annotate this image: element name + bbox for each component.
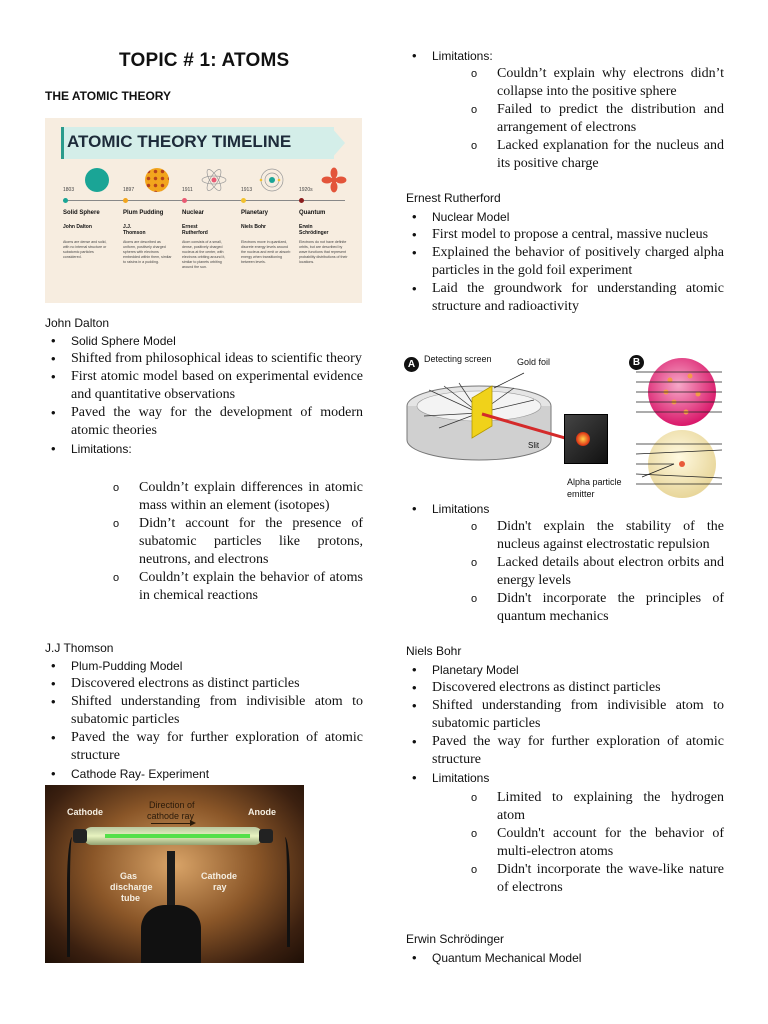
badge-b: B <box>629 355 644 370</box>
timeline-person: John Dalton <box>63 224 92 230</box>
timeline-desc: Electrons do not have definite orbits, but are described by wave functions that represent probability distributions of their locations. <box>299 240 348 264</box>
quantum-cloud-icon <box>321 167 347 193</box>
bohr-limitations <box>471 789 724 897</box>
cathode-ray-figure <box>45 785 304 963</box>
thomson-limitation: o Failed to predict the distribution and arrangement of electrons <box>471 101 724 137</box>
label-emitter-2: emitter <box>567 489 595 499</box>
rutherford-point: • First model to propose a central, massive nucleus <box>406 226 724 244</box>
rutherford-limitations <box>471 518 724 626</box>
screen-cylinder <box>404 368 564 488</box>
timeline-dot <box>182 198 187 203</box>
bohr-limitations-label: • Limitations <box>406 769 724 787</box>
bohr-point: • Paved the way for further exploration of atomic structure <box>406 733 724 769</box>
timeline-banner-arrow <box>331 127 345 159</box>
section-heading: THE ATOMIC THEORY <box>45 89 171 103</box>
label-screen: Detecting screen <box>424 354 492 364</box>
arrow-head <box>190 820 196 826</box>
timeline-desc: Electrons move in quantized, discrete energy levels around the nucleus and emit or absorb energy when transitioning between levels. <box>241 240 291 264</box>
tube-end-right <box>259 829 273 843</box>
plum-pudding-icon <box>145 168 169 192</box>
label-gas-2: discharge <box>110 882 153 892</box>
thomson-model: • Plum-Pudding Model <box>45 657 363 675</box>
rutherford-limitation: o Lacked details about electron orbits and energy levels <box>471 554 724 590</box>
timeline-dot <box>63 198 68 203</box>
label-direction-1: Direction of <box>149 800 195 810</box>
thomson-point: • Discovered electrons as distinct particles <box>45 675 363 693</box>
timeline-desc: Atoms are dense and solid, with no internal structure or subatomic particles considered. <box>63 240 107 259</box>
rutherford-point: • Laid the groundwork for understanding atomic structure and radioactivity <box>406 280 724 316</box>
rutherford-limitations-label: • Limitations <box>406 500 724 518</box>
dalton-limitations-label: • Limitations: <box>45 440 363 458</box>
timeline-year: 1920s <box>299 187 313 193</box>
thomson-point: • Shifted understanding from indivisible atom to subatomic particles <box>45 693 363 729</box>
planetary-atom-icon <box>259 167 285 193</box>
thomson-name: J.J Thomson <box>45 641 114 655</box>
timeline-model-name: Solid Sphere <box>63 210 100 216</box>
bohr-point: • Shifted understanding from indivisible atom to subatomic particles <box>406 697 724 733</box>
bohr-limitation: o Couldn't account for the behavior of multi-electron atoms <box>471 825 724 861</box>
badge-a: A <box>404 357 419 372</box>
alpha-emitter-glow <box>576 432 590 446</box>
rutherford-model: • Nuclear Model <box>406 208 724 226</box>
solid-sphere-icon <box>85 168 109 192</box>
thomson-points <box>45 657 363 783</box>
thomson-limitation: o Lacked explanation for the nucleus and its positive charge <box>471 137 724 173</box>
thomson-limitations-label: • Limitations: <box>406 47 724 65</box>
schrodinger-model: • Quantum Mechanical Model <box>406 949 724 967</box>
timeline-model-name: Planetary <box>241 210 269 216</box>
tube-base <box>141 905 201 963</box>
rutherford-name: Ernest Rutherford <box>406 191 501 205</box>
rutherford-limitation: o Didn't incorporate the principles of quantum mechanics <box>471 590 724 626</box>
timeline-person: Erwin Schrödinger <box>299 224 329 236</box>
label-gas-1: Gas <box>120 871 138 881</box>
rutherford-point: • Explained the behavior of positively charged alpha particles in the gold foil experiment <box>406 244 724 280</box>
bohr-limitation: o Limited to explaining the hydrogen atom <box>471 789 724 825</box>
tube-stand <box>167 851 175 911</box>
timeline-dot <box>241 198 246 203</box>
rutherford-points <box>406 208 724 316</box>
wire-right <box>277 837 290 947</box>
timeline-model-name: Nuclear <box>182 210 205 216</box>
rutherford-limitations-label-list <box>406 500 724 518</box>
timeline-model-name: Plum Pudding <box>123 210 164 216</box>
timeline-person: J.J. Thomson <box>123 224 146 236</box>
label-cathode: Cathode <box>67 807 103 817</box>
dalton-limitation: o Couldn’t explain the behavior of atoms in chemical reactions <box>113 569 363 605</box>
bohr-limitation: o Didn't incorporate the wave-like nature of electrons <box>471 861 724 897</box>
label-gas-3: tube <box>121 893 140 903</box>
label-ray-2: ray <box>213 882 227 892</box>
timeline-year: 1803 <box>63 187 75 193</box>
dalton-points <box>45 332 363 458</box>
gold-foil-figure <box>404 352 724 502</box>
timeline-infographic <box>45 118 362 303</box>
cathode-ray-beam <box>105 834 250 838</box>
timeline-year: 1897 <box>123 187 135 193</box>
dalton-limitation: o Couldn’t explain differences in atomic mass within an element (isotopes) <box>113 479 363 515</box>
dalton-point: • First atomic model based on experimental evidence and quantitative observations <box>45 368 363 404</box>
bohr-point: • Discovered electrons as distinct particles <box>406 679 724 697</box>
label-ray-1: Cathode <box>201 871 237 881</box>
label-anode: Anode <box>248 807 276 817</box>
nuclear-atom-icon <box>200 166 228 194</box>
bohr-model: • Planetary Model <box>406 661 724 679</box>
thomson-experiment: • Cathode Ray- Experiment <box>45 765 363 783</box>
label-direction-2: cathode ray <box>147 811 195 821</box>
atom-models-comparison <box>612 352 722 502</box>
dalton-model: • Solid Sphere Model <box>45 332 363 350</box>
dalton-name: John Dalton <box>45 316 110 330</box>
rutherford-limitation: o Didn't explain the stability of the nucleus against electrostatic repulsion <box>471 518 724 554</box>
wire-left <box>67 837 80 957</box>
timeline-dot <box>123 198 128 203</box>
timeline-person: Niels Bohr <box>241 224 267 230</box>
arrow-right-icon <box>151 823 191 824</box>
timeline-desc: Atom consists of a small, dense, positively charged nucleus at the center, with electrons orbiting around it, similar to planets orbiting around the sun. <box>182 240 226 269</box>
dalton-point: • Paved the way for the development of modern atomic theories <box>45 404 363 440</box>
dalton-limitations <box>113 479 363 605</box>
timeline-dot <box>299 198 304 203</box>
timeline-model-name: Quantum <box>299 210 326 216</box>
timeline-year: 1911 <box>182 187 193 193</box>
thomson-limitations <box>471 65 724 173</box>
thomson-limitations-label-list <box>406 47 724 65</box>
timeline-person: Ernest Rutherford <box>182 224 208 236</box>
label-foil: Gold foil <box>517 357 551 367</box>
dalton-point: • Shifted from philosophical ideas to scientific theory <box>45 350 363 368</box>
schrodinger-points <box>406 949 724 967</box>
thomson-limitation: o Couldn’t explain why electrons didn’t collapse into the positive sphere <box>471 65 724 101</box>
timeline-year: 1913 <box>241 187 253 193</box>
bohr-points <box>406 661 724 787</box>
label-slit: Slit <box>528 441 540 450</box>
label-emitter-1: Alpha particle <box>567 477 622 487</box>
thomson-point: • Paved the way for further exploration of atomic structure <box>45 729 363 765</box>
schrodinger-name: Erwin Schrödinger <box>406 932 505 946</box>
bohr-name: Niels Bohr <box>406 644 462 658</box>
dalton-limitation: o Didn’t account for the presence of subatomic particles like protons, neutrons, and electrons <box>113 515 363 569</box>
timeline-heading: ATOMIC THEORY TIMELINE <box>67 132 292 151</box>
page-title: TOPIC # 1: ATOMS <box>119 50 290 71</box>
timeline-desc: Atoms are described as uniform, positively charged spheres with electrons embedded within them, similar to raisins in a pudding. <box>123 240 172 264</box>
